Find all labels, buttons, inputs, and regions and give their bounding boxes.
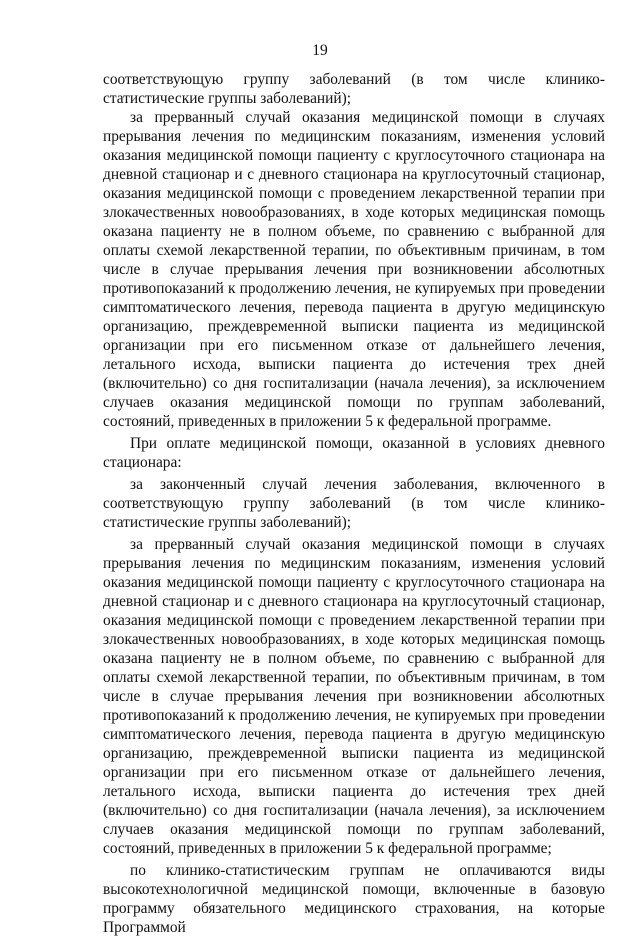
paragraph-continuation: соответствующую группу заболеваний (в том числе клинико-статистические группы заболеваний);: [103, 71, 605, 107]
document-body: [103, 70, 605, 937]
paragraph-clinical-statistical-groups: по клинико-статистическим группам не оплачиваются виды высокотехнологичной медицинской помощи, включенные в базовую программу обязательного медицинского страхования, на которые Программой: [103, 862, 605, 936]
paragraph-interrupted-case-round-the-clock: за прерванный случай оказания медицинской помощи в случаях прерывания лечения по медицинским показаниям, изменения условий оказания медицинской помощи пациенту с круглосуточного стационара на дневной стационар и с дневного стационара на круглосуточный стационар, оказания медицинской помощи с проведением лекарственной терапии при злокачественных новообразованиях, в ходе которых медицинская помощь оказана пациенту не в полном объеме, по сравнению с выбранной для оплаты схемой лекарственной терапии, по объективным причинам, в том числе в случае прерывания лечения при возникновении абсолютных противопоказаний к продолжению лечения, не купируемых при проведении симптоматического лечения, перевода пациента в другую медицинскую организацию, преждевременной выписки пациента из медицинской организации при его письменном отказе от дальнейшего лечения, летального исхода, выписки пациента до истечения трех дней (включительно) со дня госпитализации (начала лечения), за исключением случаев оказания медицинской помощи по группам заболеваний, состояний, приведенных в приложении 5 к федеральной программе.: [103, 109, 605, 430]
paragraph-day-hospital-intro: При оплате медицинской помощи, оказанной в условиях дневного стационара:: [103, 435, 605, 471]
page-number: 19: [312, 42, 328, 59]
paragraph-completed-case: за законченный случай лечения заболевания, включенного в соответствующую группу заболеваний (в том числе клинико-статистические группы заболеваний);: [103, 476, 605, 531]
paragraph-interrupted-case-day-hospital: за прерванный случай оказания медицинской помощи в случаях прерывания лечения по медицинским показаниям, изменения условий оказания медицинской помощи пациенту с круглосуточного стационара на дневной стационар и с дневного стационара на круглосуточный стационар, оказания медицинской помощи с проведением лекарственной терапии при злокачественных новообразованиях, в ходе которых медицинская помощь оказана пациенту не в полном объеме, по сравнению с выбранной для оплаты схемой лекарственной терапии, по объективным причинам, в том числе в случае прерывания лечения при возникновении абсолютных противопоказаний к продолжению лечения, не купируемых при проведении симптоматического лечения, перевода пациента в другую медицинскую организацию, преждевременной выписки пациента из медицинской организации при его письменном отказе от дальнейшего лечения, летального исхода, выписки пациента до истечения трех дней (включительно) со дня госпитализации (начала лечения), за исключением случаев оказания медицинской помощи по группам заболеваний, состояний, приведенных в приложении 5 к федеральной программе;: [103, 536, 605, 857]
